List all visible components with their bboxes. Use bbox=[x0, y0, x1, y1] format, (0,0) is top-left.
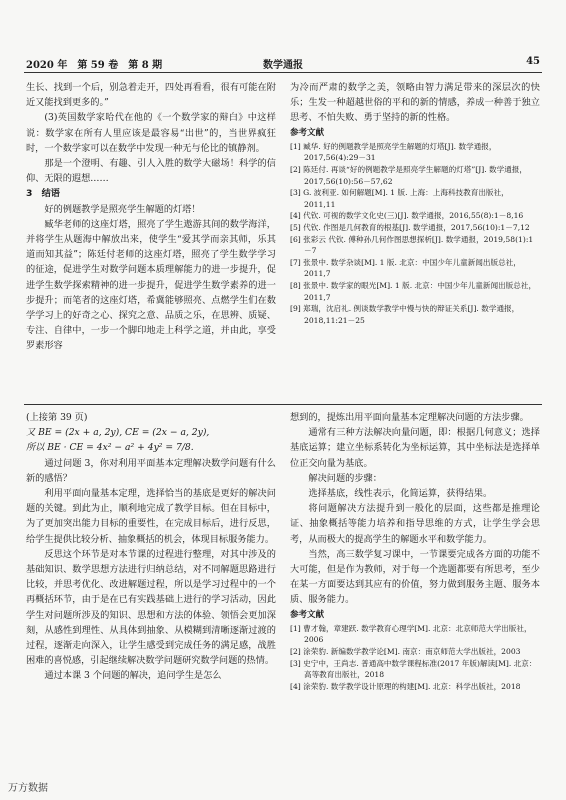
paragraph: 选择基底，线性表示，化简运算，获得结果。 bbox=[308, 488, 493, 500]
reference-item: [8] 张景中. 数学家的眼光[M]. 1 版. 北京：中国少年儿童新闻出版总社，2011,7 bbox=[290, 280, 537, 302]
paragraph: 通常有三种方法解决向量问题，即：根据几何意义；选择基底运算；建立坐标系转化为坐标运算，其中坐标法是选择单位正交向量为基底。 bbox=[290, 427, 540, 469]
header-rule bbox=[24, 72, 542, 73]
reference-item: [2] 涂荣豹. 新编数学教学论[M]. 南京：南京师范大学出版社，2003 bbox=[290, 647, 521, 657]
continuation-note: (上接第 39 页) bbox=[26, 412, 88, 423]
reference-list bbox=[290, 623, 540, 693]
reference-item: [2] 陈廷付. 再谈“好的例题教学是照亮学生解题的灯塔”[J]. 数学通报，2017,56(10):56－57,62 bbox=[290, 165, 527, 186]
bottom-left-column bbox=[26, 410, 276, 684]
reference-item: [1] 臧华. 好的例题教学是照亮学生解题的灯塔[J]. 数学通报，2017,56(4):29－31 bbox=[290, 141, 497, 163]
reference-list bbox=[290, 141, 540, 327]
section-divider bbox=[24, 404, 542, 405]
equation-dot-product: 所以 BE · CE = 4x² − a² + 4y² = 7/8. bbox=[26, 442, 194, 454]
references-heading: 参考文献 bbox=[290, 127, 325, 138]
header-issue-no: 第 8 期 bbox=[128, 60, 163, 71]
reference-item: [6] 张彩云 代钦. 傅种孙几何作图思想探析[J]. 数学通报，2019,58(1):1－7 bbox=[290, 234, 534, 256]
header-volume: 第 59 卷 bbox=[77, 60, 119, 71]
top-left-column bbox=[26, 80, 276, 354]
header-year: 2020 年 bbox=[26, 60, 68, 71]
running-header bbox=[26, 56, 540, 70]
reference-item: [5] 代钦. 作图是几何教育的根基[J]. 数学通报，2017,56(10):1－7,12 bbox=[290, 222, 530, 232]
paragraph: 当然，高三数学复习课中，一节课要完成各方面的功能不大可能，但是作为教师，对于每一个选题都要有所思考，至少在某一方面要达到其应有的价值，努力做到服务主题、服务本质、服务能力。 bbox=[290, 548, 540, 606]
watermark-footer: 万方数据 bbox=[8, 783, 48, 794]
paragraph: (3)英国数学家哈代在他的《一个数学家的辩白》中这样说：数学家在所有人里应该是最容易“出世”的，当世界疯狂时，一个数学家可以在数学中发现一种无与伦比的镇静剂。 bbox=[26, 112, 276, 154]
paragraph: 反思这个环节是对本节课的过程进行整理，对其中涉及的基础知识、数学思想方法进行归纳总结，对不同解题思路进行比较，并思考优化、改进解题过程，所以是学习过程中的一个再概括环节，由于是在已有实践基础上进行的学习活动，因此学生对问题所涉及的知识、思想和方法的体验、领悟会更加深刻，从感性到理性、从具体到抽象、从模糊到清晰逐渐过渡的过程，逐渐走向深入，让学生感受到完成任务的满足感，战胜困难的喜悦感，引起继续解决数学问题研究数学问题的热情。 bbox=[26, 548, 276, 667]
paragraph: 为冷而严肃的数学之美，领略由智力满足带来的深层次的快乐；生发一种超越世俗的平和的新的情感，养成一种善于独立思考、不怕失败、勇于坚持的新的性格。 bbox=[290, 82, 540, 124]
reference-item: [4] 涂荣豹. 数学教学设计原理的构建[M]. 北京：科学出版社，2018 bbox=[290, 681, 521, 691]
references-heading: 参考文献 bbox=[290, 609, 325, 620]
paragraph: 生长、找到一个后，别急着走开，四处再看看，很有可能在附近又能找到更多的。” bbox=[26, 82, 276, 109]
paragraph: 将问题解决方法提升到一般化的层面，这些都是推理论证、抽象概括等能力培养和指导思维的方式，让学生学会思考，从而极大的提高学生的解题水平和数学能力。 bbox=[290, 503, 540, 545]
reference-item: [1] 曹才翰，章建跃. 数学教育心理学[M]. 北京：北京师范大学出版社，2006 bbox=[290, 623, 532, 645]
header-journal: 数学通报 bbox=[263, 60, 303, 71]
paragraph: 解决问题的步骤： bbox=[308, 472, 382, 484]
paragraph: 想到的，提炼出用平面向量基本定理解决问题的方法步骤。 bbox=[290, 412, 529, 423]
paragraph: 通过本课 3 个问题的解决，追问学生是怎么 bbox=[44, 670, 222, 682]
paragraph: 臧华老师的这座灯塔，照亮了学生遨游其间的数学海洋，并将学生从题海中解放出来，使学生“爱其学而亲其师，乐其道而知其益”；陈廷付老师的这座灯塔，照亮了学生数学学习的征途，促进学生对数学问题本质理解能力的进一步提升，促进学生数学探索精神的进一步提升，促进学生数学素养的进一步提升；而笔者的这座灯塔，希冀能够照亮、点燃学生们在数学学习上的好奇之心、探究之意、品质之乐，在思辨、质疑、专注、自律中，一步一个脚印地走上科学之道，并由此，享受罗素形容 bbox=[26, 218, 276, 352]
reference-item: [3] G. 波利亚. 如何解题[M]. 1 版. 上海：上海科技教育出版社，2011,11 bbox=[290, 188, 509, 209]
header-page-number: 45 bbox=[526, 56, 540, 67]
reference-item: [7] 张景中. 数学杂谈[M]. 1 版. 北京：中国少年儿童新闻出版总社，2011,7 bbox=[290, 257, 521, 279]
bottom-right-column bbox=[290, 410, 540, 692]
paragraph: 好的例题教学是照亮学生解题的灯塔！ bbox=[44, 203, 201, 215]
paragraph: 通过问题 3，你对利用平面基本定理解决数学问题有什么新的感悟？ bbox=[26, 457, 276, 484]
reference-item: [3] 史宁中，王尚志. 普通高中数学课程标准(2017 年版)解读[M]. 北京：高等教育出版社，2018 bbox=[290, 658, 537, 680]
reference-item: [9] 郑瑞，沈启礼. 例谈数学教学中慢与快的辩证关系[J]. 数学通报，2018,11:21－25 bbox=[290, 304, 520, 325]
top-right-column bbox=[290, 80, 540, 326]
equation-vectors: 又 BE = (2x + a, 2y), CE = (2x − a, 2y), bbox=[26, 427, 210, 439]
paragraph: 利用平面向量基本定理，选择恰当的基底是更好的解决问题的关键。到此为止，顺利地完成了教学目标。但在目标中，为了更加突出能力目标的重要性，在完成目标后，进行反思，给学生提供比较分析、抽象概括的机会，体现目标服务能力。 bbox=[26, 488, 276, 545]
reference-item: [4] 代钦. 可视的数学文化史(三)[J]. 数学通报，2016,55(8):1－8,16 bbox=[290, 211, 524, 221]
paragraph: 那是一个澄明、有趣、引人入胜的数学大磁场！科学的信仰、无限的遐想…… bbox=[26, 158, 276, 185]
section-heading: 3 结语 bbox=[26, 188, 60, 200]
